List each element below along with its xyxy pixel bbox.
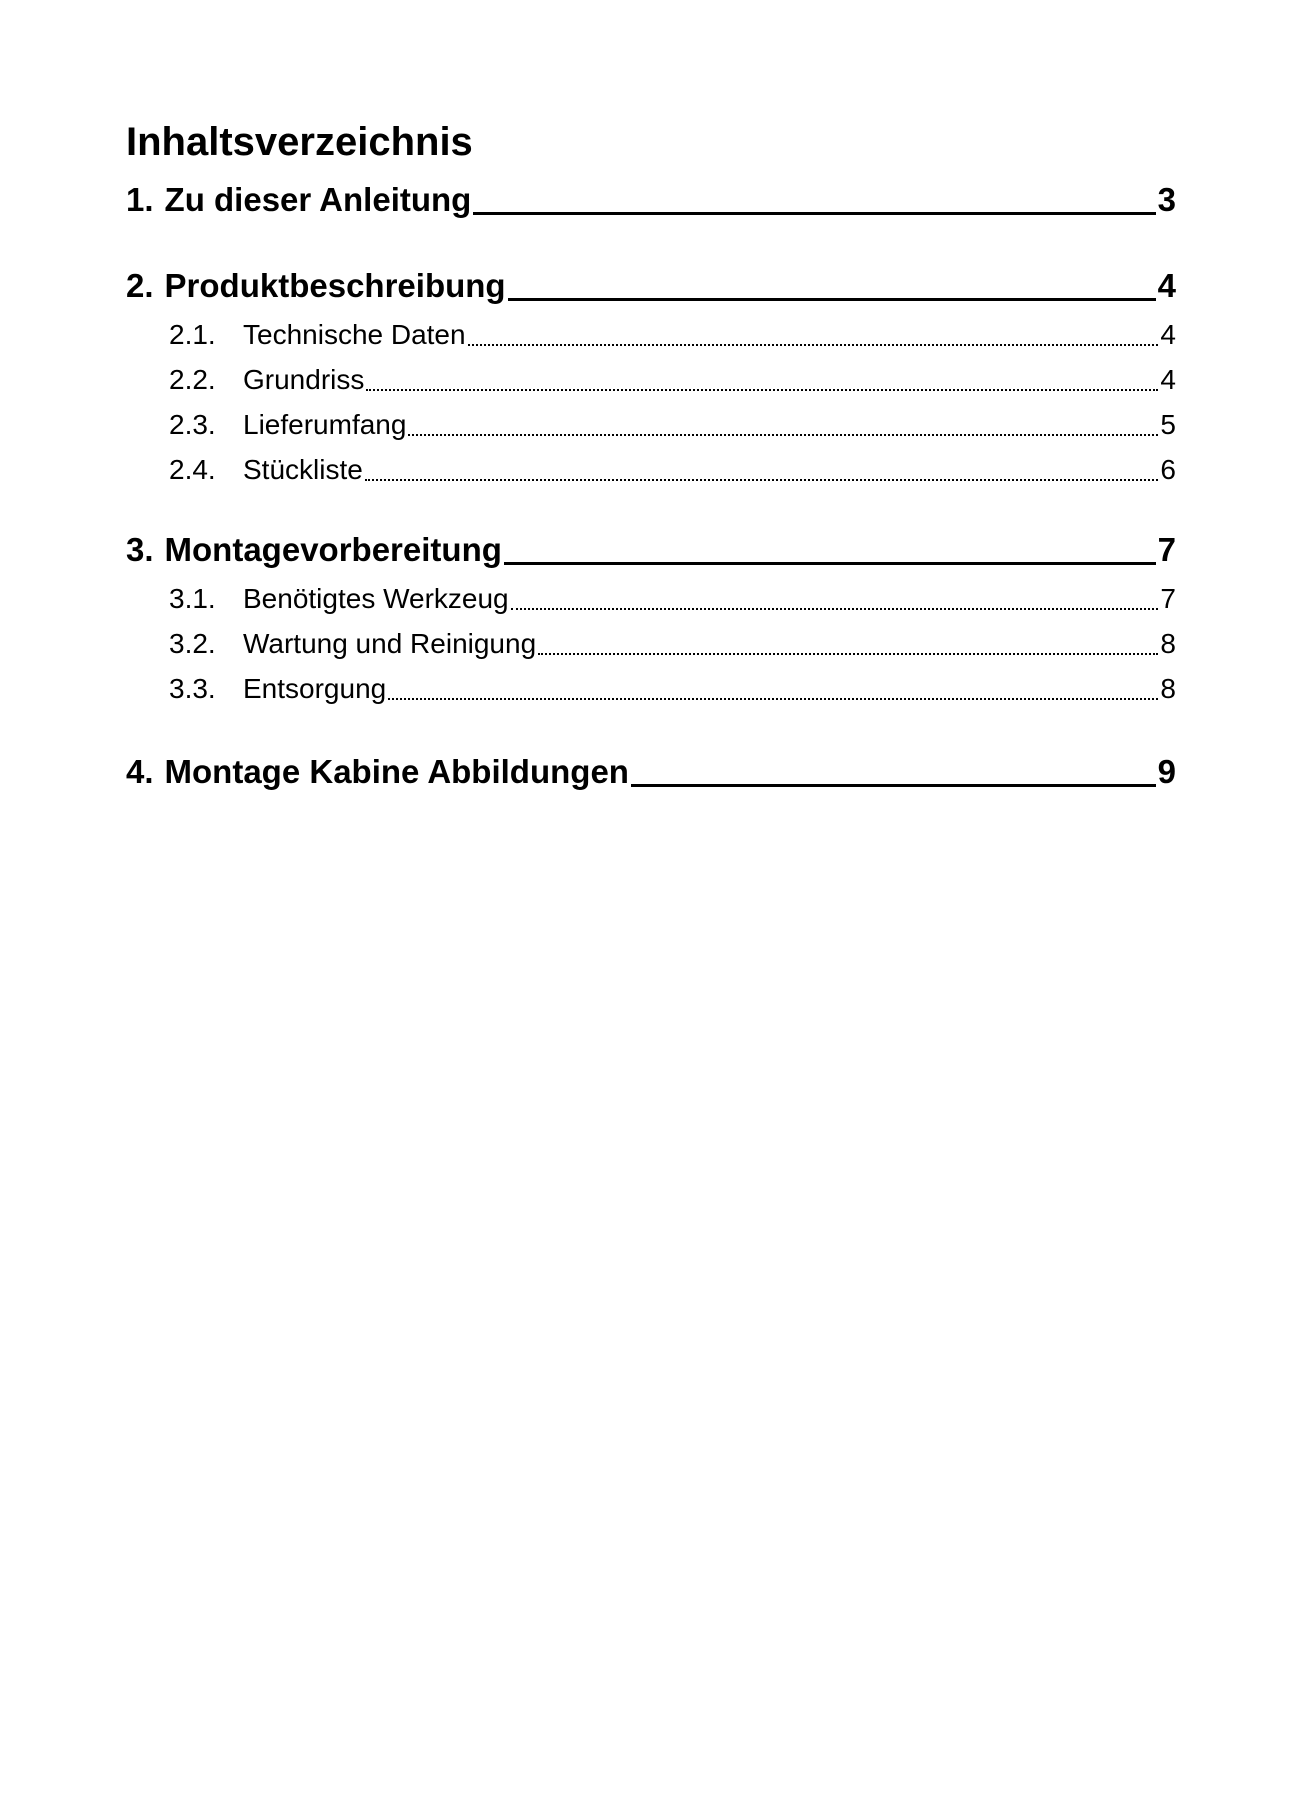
toc-leader-dots bbox=[365, 479, 1159, 481]
toc-entry-label: Stückliste bbox=[243, 454, 363, 485]
toc-leader-dots bbox=[408, 434, 1158, 436]
toc-entry-number: 3.1. bbox=[169, 583, 216, 614]
toc-entry-page: 9 bbox=[1157, 753, 1176, 790]
toc-entry-section-4[interactable] bbox=[126, 752, 1176, 792]
toc-entry-page: 5 bbox=[1160, 409, 1176, 440]
toc-entry-section-3[interactable] bbox=[126, 530, 1176, 570]
toc-entry-number: 3.3. bbox=[169, 673, 216, 704]
toc-entry-section-2-2[interactable] bbox=[169, 363, 1176, 397]
toc-entry-label: Technische Daten bbox=[243, 319, 466, 350]
toc-entry-label: Lieferumfang bbox=[243, 409, 407, 440]
toc-entry-label: Zu dieser Anleitung bbox=[164, 181, 472, 218]
toc-leader-line bbox=[631, 784, 1156, 787]
toc-entry-section-1[interactable] bbox=[126, 180, 1176, 220]
toc-leader-dots bbox=[388, 698, 1158, 700]
toc-leader-dots bbox=[366, 389, 1158, 391]
toc-entry-number: 2.3. bbox=[169, 409, 216, 440]
toc-entry-page: 8 bbox=[1160, 673, 1176, 704]
toc-entry-section-2-4[interactable] bbox=[169, 453, 1176, 487]
toc-entry-label: Grundriss bbox=[243, 364, 365, 395]
toc-leader-dots bbox=[511, 608, 1159, 610]
toc-leader-line bbox=[504, 562, 1156, 565]
toc-entry-number: 2.1. bbox=[169, 319, 216, 350]
toc-entry-section-3-3[interactable] bbox=[169, 672, 1176, 706]
toc-entry-page: 8 bbox=[1160, 628, 1176, 659]
toc-entry-label: Montagevorbereitung bbox=[164, 531, 502, 568]
toc-entry-page: 3 bbox=[1157, 181, 1176, 218]
toc-entry-number: 2. bbox=[126, 267, 154, 304]
toc-entry-section-2-3[interactable] bbox=[169, 408, 1176, 442]
toc-entry-number: 2.2. bbox=[169, 364, 216, 395]
toc-entry-section-2-1[interactable] bbox=[169, 318, 1176, 352]
toc-entry-label: Benötigtes Werkzeug bbox=[243, 583, 509, 614]
toc-entry-page: 4 bbox=[1157, 267, 1176, 304]
toc-entry-number: 4. bbox=[126, 753, 154, 790]
toc-leader-line bbox=[473, 212, 1155, 215]
toc-entry-page: 7 bbox=[1157, 531, 1176, 568]
toc-leader-dots bbox=[538, 653, 1158, 655]
toc-entry-section-2[interactable] bbox=[126, 266, 1176, 306]
toc-leader-dots bbox=[468, 344, 1159, 346]
toc-entry-number: 2.4. bbox=[169, 454, 216, 485]
toc-entry-number: 3.2. bbox=[169, 628, 216, 659]
toc-entry-page: 4 bbox=[1160, 319, 1176, 350]
toc-title: Inhaltsverzeichnis bbox=[126, 120, 473, 164]
toc-entry-label: Entsorgung bbox=[243, 673, 387, 704]
toc-entry-number: 1. bbox=[126, 181, 154, 218]
toc-entry-section-3-1[interactable] bbox=[169, 582, 1176, 616]
toc-entry-section-3-2[interactable] bbox=[169, 627, 1176, 661]
toc-entry-label: Montage Kabine Abbildungen bbox=[164, 753, 629, 790]
toc-entry-number: 3. bbox=[126, 531, 154, 568]
toc-entry-page: 6 bbox=[1160, 454, 1176, 485]
toc-entry-label: Produktbeschreibung bbox=[164, 267, 506, 304]
toc-entry-label: Wartung und Reinigung bbox=[243, 628, 537, 659]
toc-entry-page: 4 bbox=[1160, 364, 1176, 395]
toc-leader-line bbox=[508, 298, 1156, 301]
toc-entry-page: 7 bbox=[1160, 583, 1176, 614]
